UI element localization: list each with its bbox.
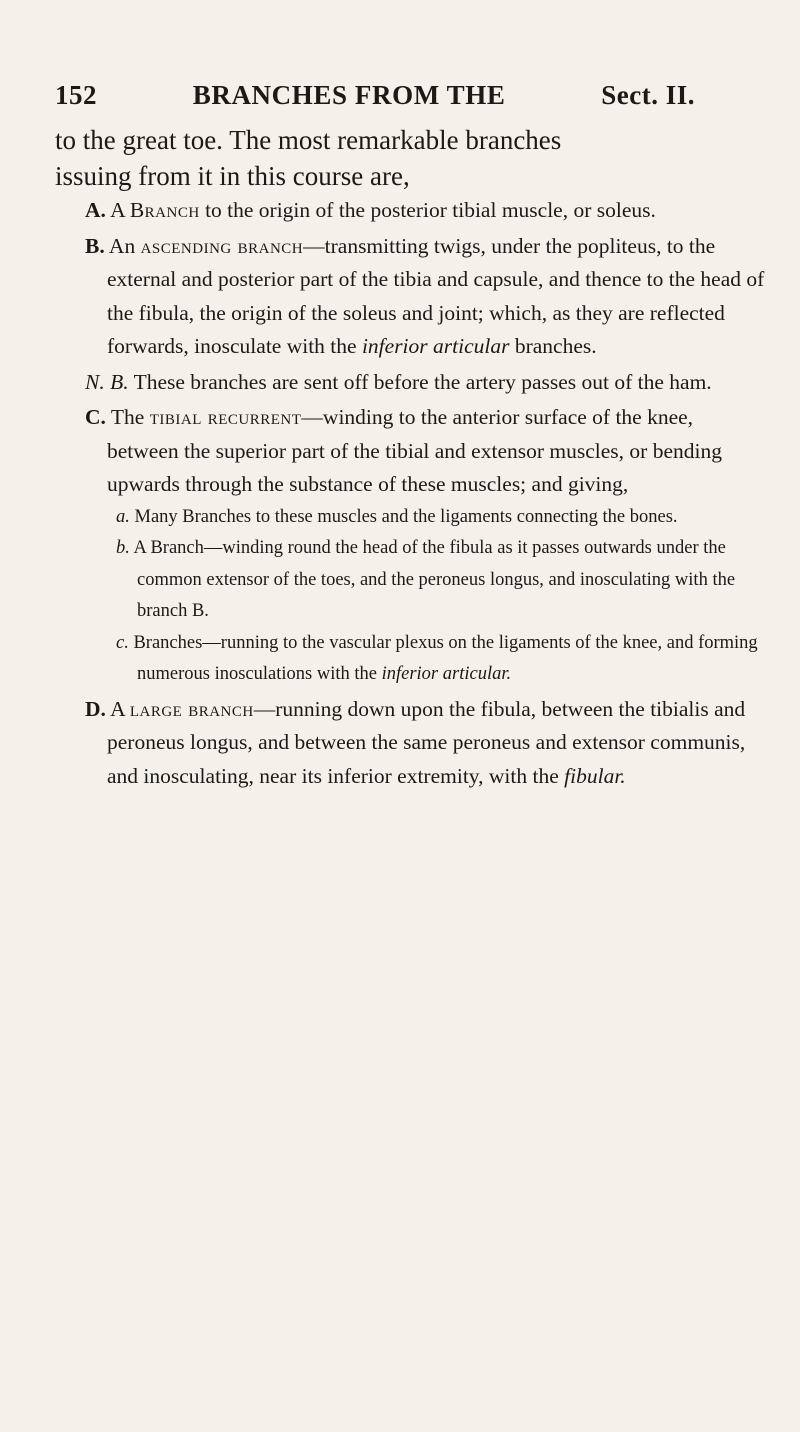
item-c-text: —winding to the anterior surface of the knee, between the superior part of the tibial and extensor muscles, or bending upwards through the substance of these muscles; and giving, xyxy=(107,405,722,496)
running-title: BRANCHES FROM THE xyxy=(192,80,506,110)
item-b-head-b: ascending branch xyxy=(140,233,304,258)
item-d-head-b: large branch xyxy=(129,696,254,721)
item-c xyxy=(85,401,770,502)
intro-line-1: to the great toe. The most remarkable branches xyxy=(55,125,562,155)
page-number: 152 xyxy=(55,80,97,110)
item-d-head-a: A xyxy=(110,696,125,721)
item-c-sub-c-label: c. xyxy=(116,632,129,653)
intro-paragraph xyxy=(55,122,770,194)
item-a-label: A. xyxy=(85,198,106,222)
item-d-label: D. xyxy=(85,696,106,721)
item-c-sub-c xyxy=(116,628,770,691)
item-c-sub-b xyxy=(116,533,770,628)
item-a xyxy=(85,194,770,228)
item-c-head-a: The xyxy=(110,405,145,429)
item-b-head-a: An xyxy=(108,233,136,258)
item-b-label: B. xyxy=(85,233,105,258)
section-label: Sect. II. xyxy=(601,80,695,110)
item-c-sub-c-italic: inferior articular. xyxy=(381,664,512,684)
item-nb-text: These branches are sent off before the artery passes out of the ham. xyxy=(128,369,712,394)
item-c-sub-a-text: Many Branches to these muscles and the ligaments connecting the bones. xyxy=(129,506,678,527)
item-a-text: to the origin of the posterior tibial muscle, or soleus. xyxy=(199,198,656,222)
item-c-sub-a xyxy=(116,502,770,534)
item-c-sub-b-text: A Branch—winding round the head of the fibula as it passes outwards under the common extensor of the toes, and the peroneus longus, and inosculating with the branch B. xyxy=(129,538,736,621)
item-a-head-b: Branch xyxy=(129,198,200,222)
item-b-text: —transmitting twigs, under the popliteus, to the external and posterior part of the tibia and capsule, and thence to the head of the fibula, the origin of the soleus and joint; which, as they are reflected forwards, inosculate with the xyxy=(107,233,765,358)
item-c-sub-a-label: a. xyxy=(116,506,130,527)
item-a-head-a: A xyxy=(110,198,125,222)
item-c-head-b: tibial recurrent xyxy=(149,405,302,429)
item-d xyxy=(85,693,770,794)
intro-line-2: issuing from it in this course are, xyxy=(55,161,410,191)
item-c-label: C. xyxy=(85,405,106,429)
running-header xyxy=(55,80,695,111)
item-b-tail: branches. xyxy=(509,334,597,358)
item-nb xyxy=(85,366,770,400)
item-b-italic: inferior articular xyxy=(361,334,510,358)
item-d-text: —running down upon the fibula, between the tibialis and peroneus longus, and between the same peroneus and extensor communis, and inosculating, near its inferior extremity, with the xyxy=(107,696,746,788)
page-body xyxy=(55,122,770,793)
item-c-sub-c-text: Branches—running to the vascular plexus on the ligaments of the knee, and forming numerous inosculations with the xyxy=(128,632,758,684)
item-d-italic: fibular. xyxy=(564,763,626,788)
item-nb-label: N. B. xyxy=(85,369,129,394)
item-c-sub-b-label: b. xyxy=(116,538,130,558)
item-b xyxy=(85,230,770,364)
